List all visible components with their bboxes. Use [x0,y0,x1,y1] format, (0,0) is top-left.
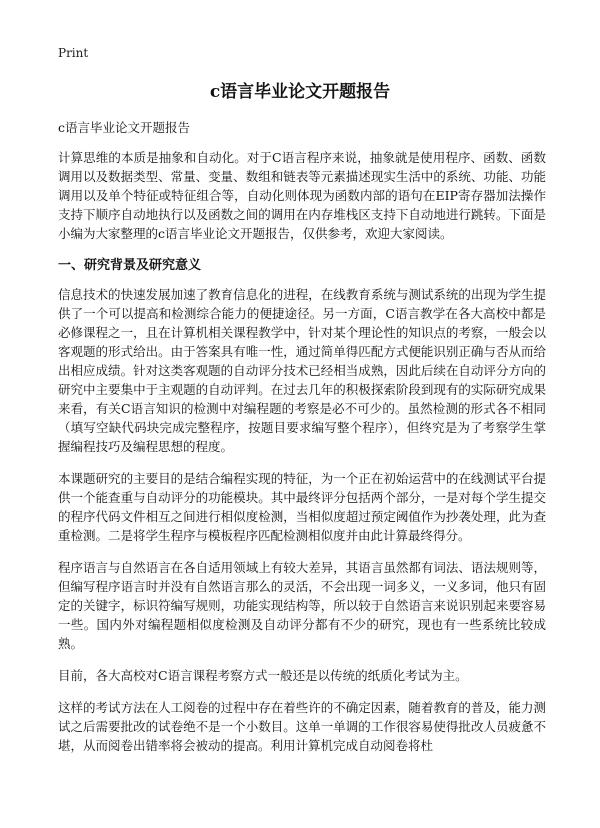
intro-paragraph: 计算思维的本质是抽象和自动化。对于C语言程序来说，抽象就是使用程序、函数、函数调用以及数据类型、常量、变量、数组和链表等元素描述现实生活中的系统、功能、功能调用以及单个特征或特征组合等，自动化则体现为函数内部的语句在EIP寄存器加法操作支持下顺序自动地执行以及函数之间的调用在内存堆栈区支持下自动地进行跳转。下面是小编为大家整理的c语言毕业论文开题报告，仅供参考，欢迎大家阅读。 [58,150,546,241]
body-paragraph-3: 程序语言与自然语言在各自适用领域上有较大差异，其语言虽然都有词法、语法规则等，但编写程序语言时并没有自然语言那么的灵活，不会出现一词多义，一义多词，他只有固定的关键字，标识符编写规则，功能实现结构等，所以较于自然语言来说识别起来要容易一些。国内外对编程题相似度检测及自动评分都有不少的研究，现也有一些系统比较成熟。 [58,560,546,651]
body-paragraph-2: 本课题研究的主要目的是结合编程实现的特征，为一个正在初始运营中的在线测试平台提供一个能查重与自动评分的功能模块。其中最终评分包括两个部分，一是对每个学生提交的程序代码文件相互之间进行相似度检测，当相似度超过预定阈值作为抄袭处理，此为查重检测。二是将学生程序与模板程序匹配检测相似度并由此计算最终得分。 [58,471,546,543]
body-paragraph-1: 信息技术的快速发展加速了教育信息化的进程，在线教育系统与测试系统的出现为学生提供了一个可以提高和检测综合能力的便捷途径。另一方面，C语言教学在各大高校中都是必修课程之一，且在计算机相关课程教学中，针对某个理论性的知识点的考察，一般会以客观题的形式给出。由于答案具有唯一性，通过简单得匹配方式便能识别正确与否从而给出相应成绩。针对这类客观题的自动评分技术已经相当成熟，因此后续在自动评分方向的研究中主要集中于主观题的自动评判。在过去几年的积极探索阶段到现有的实际研究成果来看，有关C语言知识的检测中对编程题的考察是必不可少的。虽然检测的形式各不相同（填写空缺代码块完成完整程序，按题目要求编写整个程序），但终究是为了考察学生掌握编程技巧及编程思想的程度。 [58,287,546,454]
page-title: c语言毕业论文开题报告 [209,82,391,102]
print-link[interactable]: Print [58,46,89,60]
section-heading: 一、研究背景及研究意义 [58,258,202,273]
body-paragraph-5: 这样的考试方法在人工阅卷的过程中存在着些许的不确定因素，随着教育的普及，能力测试之后需要批改的试卷绝不是一个小数目。这单一单调的工作很容易使得批改人员疲惫不堪，从而阅卷出错率将会被动的提高。利用计算机完成自动阅卷将杜 [58,700,546,753]
document-subtitle: c语言毕业论文开题报告 [58,120,191,135]
body-paragraph-4: 目前，各大高校对C语言课程考察方式一般还是以传统的纸质化考试为主。 [58,668,468,683]
document-body [58,148,546,768]
